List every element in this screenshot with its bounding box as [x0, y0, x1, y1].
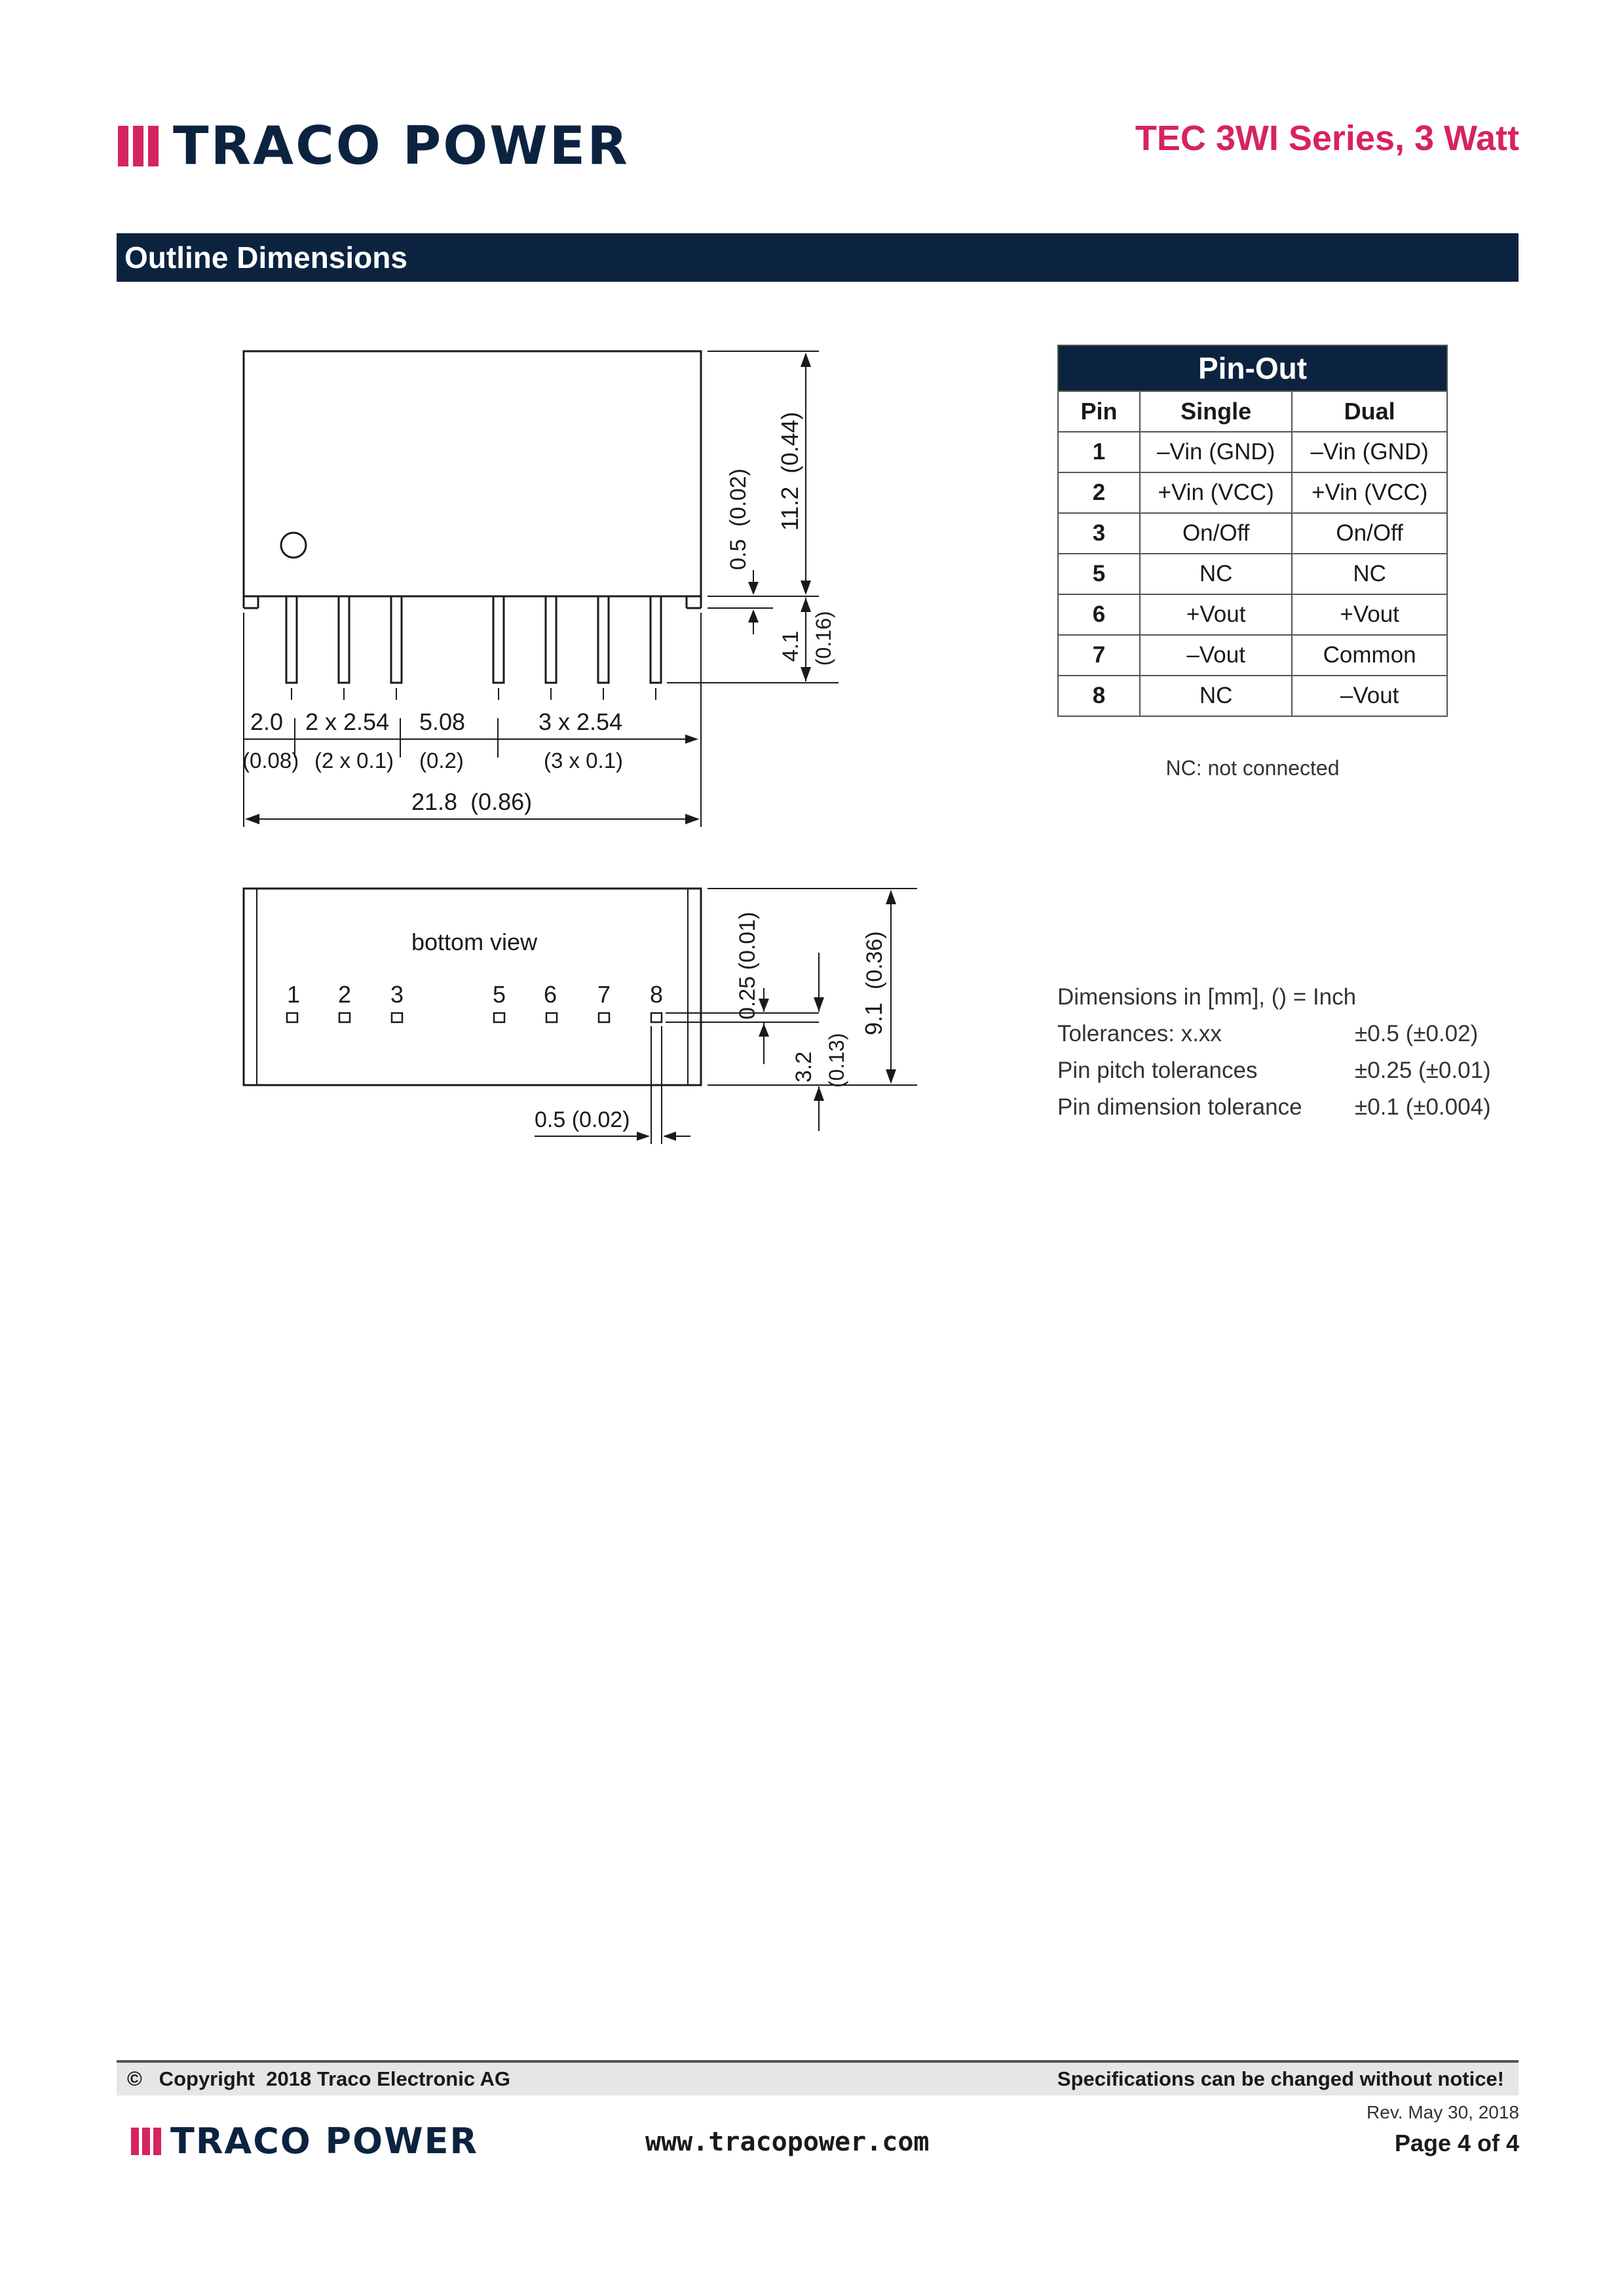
pin-number-7: 7: [597, 981, 611, 1008]
pinout-table: [1057, 345, 1448, 717]
tolerance-row: [1057, 1016, 1509, 1052]
dual-cell: +Vin (VCC): [1292, 472, 1447, 513]
bottom-view-label: bottom view: [411, 928, 538, 955]
col-header-single: Single: [1140, 391, 1292, 432]
footer-bar: [117, 2063, 1519, 2095]
dim-gap: 5.08: [419, 708, 466, 735]
col-header-dual: Dual: [1292, 391, 1447, 432]
dual-cell: NC: [1292, 554, 1447, 594]
page-number: Page 4 of 4: [1394, 2130, 1519, 2156]
single-cell: –Vout: [1140, 635, 1292, 676]
tolerances-block: [1057, 979, 1509, 1126]
table-row: [1058, 554, 1447, 594]
dim-pin-offset-inch: (0.08): [242, 748, 299, 773]
brand-name: TRACO POWER: [173, 115, 630, 176]
revision-date: Rev. May 30, 2018: [1367, 2102, 1519, 2122]
pinout-caption: Pin-Out: [1058, 345, 1447, 391]
dim-pin-row-inch: (0.13): [825, 1033, 848, 1088]
dim-standoff: 0.5 (0.02): [726, 469, 751, 570]
module-body: [244, 351, 701, 596]
series-title: TEC 3WI Series, 3 Watt: [1135, 119, 1519, 158]
tolerance-row: [1057, 1089, 1509, 1126]
single-cell: NC: [1140, 554, 1292, 594]
pin-cell: 2: [1058, 472, 1140, 513]
dual-cell: –Vin (GND): [1292, 432, 1447, 472]
single-cell: –Vin (GND): [1140, 432, 1292, 472]
pads-bottom: [287, 1013, 662, 1022]
table-row: [1058, 635, 1447, 676]
footer-brand: TRACO POWER: [170, 2120, 479, 2162]
pin-cell: 1: [1058, 432, 1140, 472]
tolerance-label: Tolerances: x.xx: [1057, 1021, 1222, 1046]
notice: Specifications can be changed without notice!: [1057, 2067, 1504, 2090]
dual-cell: Common: [1292, 635, 1447, 676]
table-row: [1058, 472, 1447, 513]
pin-cell: 7: [1058, 635, 1140, 676]
dim-pitch-b: 3 x 2.54: [538, 708, 623, 735]
logo-mark-icon: [131, 2128, 161, 2155]
website-link[interactable]: www.tracopower.com: [645, 2127, 930, 2157]
pin1-marker: [281, 533, 306, 558]
dim-pin-offset: 2.0: [250, 708, 284, 735]
dim-pin-length: 4.1: [778, 630, 803, 662]
dual-cell: +Vout: [1292, 594, 1447, 635]
col-header-pin: Pin: [1058, 391, 1140, 432]
dim-edge: 0.25 (0.01): [735, 911, 760, 1020]
section-title: Outline Dimensions: [124, 240, 407, 275]
pin-number-8: 8: [650, 981, 664, 1008]
units-note: [1057, 979, 1509, 1016]
pin-number-3: 3: [390, 981, 404, 1008]
dim-pitch-a: 2 x 2.54: [305, 708, 390, 735]
dual-cell: –Vout: [1292, 676, 1447, 716]
dual-cell: On/Off: [1292, 513, 1447, 554]
dim-gap-inch: (0.2): [419, 748, 464, 773]
tolerance-label: Pin pitch tolerances: [1057, 1058, 1258, 1083]
copyright: © Copyright 2018 Traco Electronic AG: [127, 2067, 511, 2090]
dim-pin-row: 3.2: [791, 1051, 816, 1082]
pinout-note: NC: not connected: [1165, 756, 1340, 780]
pin-cell: 5: [1058, 554, 1140, 594]
units-text: Dimensions in [mm], () = Inch: [1057, 984, 1357, 1010]
tolerance-label: Pin dimension tolerance: [1057, 1094, 1302, 1120]
table-row: [1058, 513, 1447, 554]
module-bottom-body: [244, 889, 701, 1085]
tolerance-value: ±0.1 (±0.004): [1355, 1094, 1491, 1120]
pin-cell: 8: [1058, 676, 1140, 716]
dim-width-inch: (0.36): [862, 931, 887, 989]
table-row: [1058, 432, 1447, 472]
dim-width: 9.1: [860, 1002, 887, 1035]
dim-pitch-b-inch: (3 x 0.1): [544, 748, 624, 773]
table-row: [1058, 676, 1447, 716]
pin-number-1: 1: [287, 981, 301, 1008]
dim-length: 21.8 (0.86): [411, 788, 533, 815]
tolerance-value: ±0.5 (±0.02): [1355, 1021, 1479, 1046]
tolerance-row: [1057, 1052, 1509, 1089]
dim-pitch-a-inch: (2 x 0.1): [314, 748, 394, 773]
table-row: [1058, 594, 1447, 635]
pin-cell: 3: [1058, 513, 1140, 554]
pins-side: [286, 596, 661, 683]
footer-logo: [131, 2120, 478, 2162]
tolerance-value: ±0.25 (±0.01): [1355, 1058, 1491, 1083]
dim-height: 11.2 (0.44): [776, 411, 803, 531]
pin-number-2: 2: [338, 981, 352, 1008]
single-cell: NC: [1140, 676, 1292, 716]
single-cell: +Vout: [1140, 594, 1292, 635]
pin-number-6: 6: [544, 981, 557, 1008]
dim-pin-length-inch: (0.16): [812, 611, 835, 666]
single-cell: +Vin (VCC): [1140, 472, 1292, 513]
pin-number-5: 5: [493, 981, 506, 1008]
dim-pin-size: 0.5 (0.02): [535, 1107, 630, 1132]
single-cell: On/Off: [1140, 513, 1292, 554]
pin-cell: 6: [1058, 594, 1140, 635]
